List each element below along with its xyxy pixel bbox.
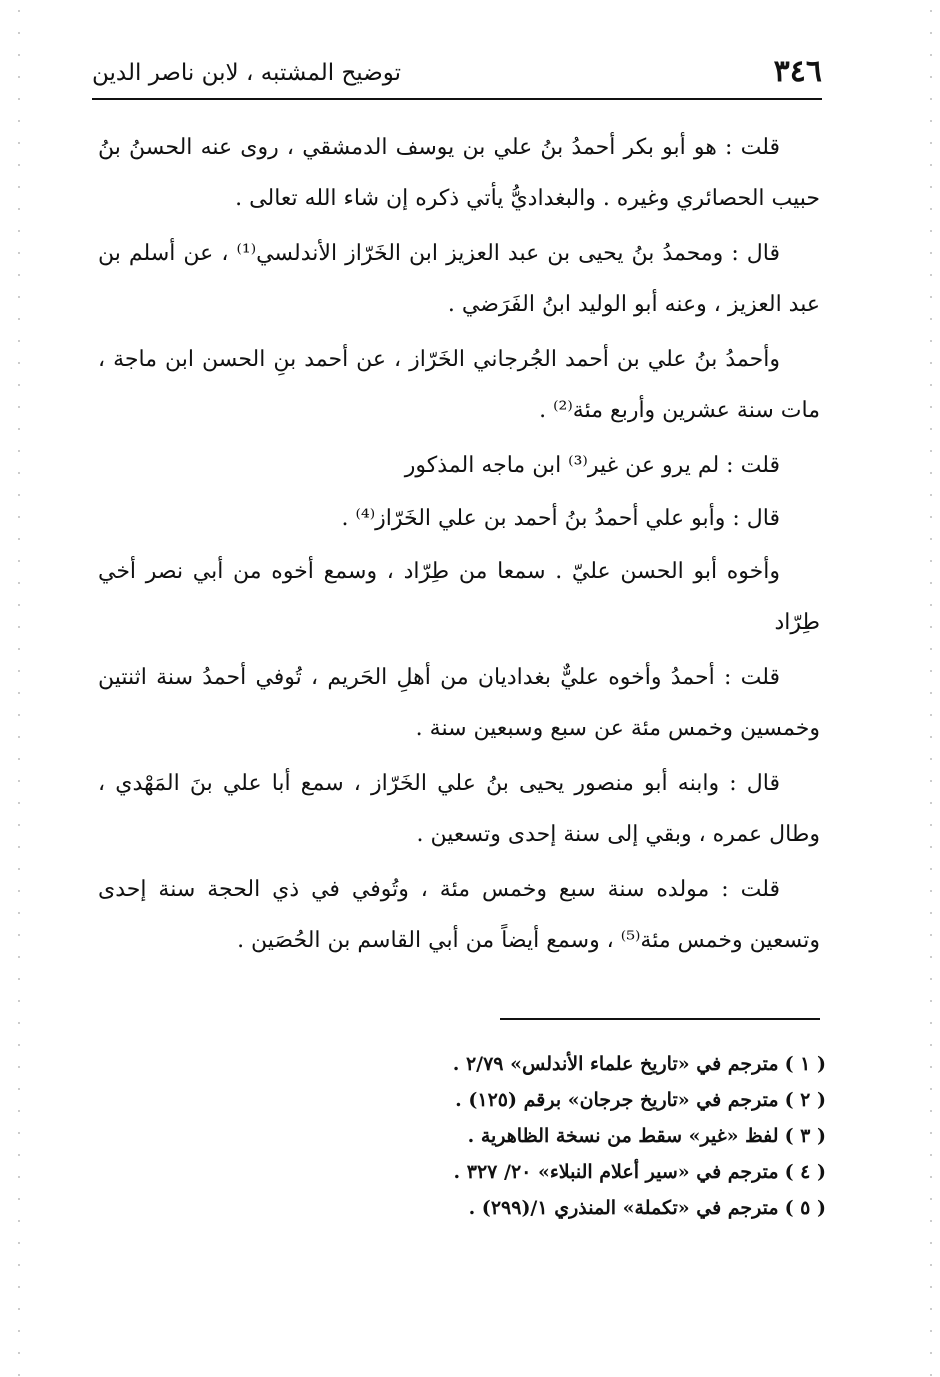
scan-margin-dots-right <box>930 0 932 1377</box>
paragraph: قلت : لم يرو عن غير⁽³⁾ ابن ماجه المذكور <box>404 453 780 478</box>
footnote <box>120 1118 826 1154</box>
paragraph: وأخوه أبو الحسن عليّ . سمعا من طِرّاد ، وسمع أخوه من أبي نصر أخي طِرّاد <box>98 559 820 635</box>
footnote <box>120 1046 826 1082</box>
footnote <box>120 1154 826 1190</box>
footnote <box>120 1082 826 1118</box>
page-header <box>92 50 822 94</box>
footnote-number: ( ٢ ) <box>784 1089 826 1111</box>
paragraph: قلت : مولده سنة سبع وخمس مئة ، وتُوفي في ذي الحجة سنة إحدى وتسعين وخمس مئة⁽⁵⁾ ، وسمع أيضاً من أبي القاسم بن الحُصَين . <box>98 877 820 953</box>
footnote-text: مترجم في «تكملة» المنذري ١/(٢٩٩) . <box>468 1197 779 1219</box>
footnote-number: ( ١ ) <box>784 1053 826 1075</box>
running-title: توضيح المشتبه ، لابن ناصر الدين <box>92 60 402 86</box>
paragraph: قال : وابنه أبو منصور يحيى بنُ علي الخَرّاز ، سمع أبا علي بنَ المَهْدي ، وطال عمره ، وبقي إلى سنة إحدى وتسعين . <box>98 771 820 847</box>
footnote <box>120 1190 826 1226</box>
footnote-text: مترجم في «سير أعلام النبلاء» ٢٠/ ٣٢٧ . <box>453 1161 779 1183</box>
page-number: ٣٤٦ <box>773 54 822 89</box>
paragraph: قلت : هو أبو بكر أحمدُ بنُ علي بن يوسف الدمشقي ، روى عنه الحسنُ بنُ حبيب الحصائري وغيره . والبغداديُّ يأتي ذكره إن شاء الله تعالى . <box>98 135 820 211</box>
footnote-text: مترجم في «تاريخ علماء الأندلس» ٢/٧٩ . <box>452 1053 779 1075</box>
footnote-number: ( ٤ ) <box>784 1161 826 1183</box>
scan-margin-dots-left <box>18 0 20 1377</box>
footnote-text: لفظ «غير» سقط من نسخة الظاهرية . <box>467 1125 779 1147</box>
footnote-number: ( ٥ ) <box>784 1197 826 1219</box>
paragraph: وأحمدُ بنُ علي بن أحمد الجُرجاني الخَرّاز ، عن أحمد بنِ الحسن ابن ماجة ، مات سنة عشرين وأربع مئة⁽²⁾ . <box>98 347 820 423</box>
paragraph: قال : ومحمدُ بنُ يحيى بن عبد العزيز ابن الخَرّاز الأندلسي⁽¹⁾ ، عن أسلم بن عبد العزيز ، وعنه أبو الوليد ابنُ الفَرَضي . <box>98 241 820 317</box>
paragraph: قال : وأبو علي أحمدُ بنُ أحمد بن علي الخَرّاز⁽⁴⁾ . <box>341 506 780 531</box>
footnotes <box>120 1046 826 1226</box>
header-rule <box>92 98 822 100</box>
footnote-separator <box>500 1018 820 1020</box>
footnote-text: مترجم في «تاريخ جرجان» برقم (١٢٥) . <box>455 1089 779 1111</box>
footnote-number: ( ٣ ) <box>784 1125 826 1147</box>
main-text <box>98 122 820 970</box>
paragraph: قلت : أحمدُ وأخوه عليٌّ بغداديان من أهلِ الحَريم ، تُوفي أحمدُ سنة اثنتين وخمسين وخمس مئة عن سبع وسبعين سنة . <box>98 665 820 741</box>
